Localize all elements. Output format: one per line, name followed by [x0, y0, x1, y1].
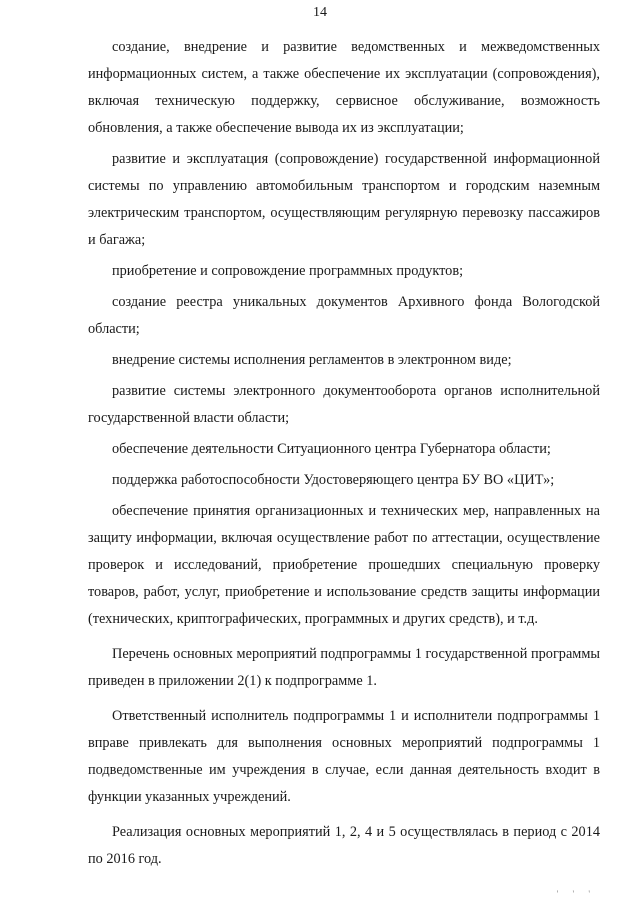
paragraph: поддержка работоспособности Удостоверяющего центра БУ ВО «ЦИТ»; [112, 472, 555, 488]
paragraph: обеспечение принятия организационных и технических мер, направленных на защиту информации, включая осуществление работ по аттестации, осуществление проверок и исследований, приобретение прошедших специальную проверку товаров, работ, услуг, приобретение и использование средств защиты информации (технических, криптографических, программных и других средств), и т.д. [88, 503, 600, 627]
paragraph: Реализация основных мероприятий 1, 2, 4 и 5 осуществлялась в период с 2014 по 2016 год. [88, 824, 600, 867]
document-body [88, 34, 600, 877]
paragraph: Перечень основных мероприятий подпрограммы 1 государственной программы приведен в приложении 2(1) к подпрограмме 1. [88, 646, 600, 689]
paragraph: приобретение и сопровождение программных продуктов; [112, 263, 464, 279]
paragraph: обеспечение деятельности Ситуационного центра Губернатора области; [112, 441, 551, 457]
paragraph: Ответственный исполнитель подпрограммы 1 и исполнители подпрограммы 1 вправе привлекать для выполнения основных мероприятий подпрограммы 1 подведомственные им учреждения в случае, если данная деятельность входит в функции указанных учреждений. [88, 708, 600, 805]
paragraph: развитие системы электронного документооборота органов исполнительной государственной власти области; [88, 383, 600, 426]
paragraph: создание реестра уникальных документов Архивного фонда Вологодской области; [88, 294, 600, 337]
paragraph: внедрение системы исполнения регламентов в электронном виде; [112, 352, 512, 368]
paragraph: создание, внедрение и развитие ведомственных и межведомственных информационных систем, а также обеспечение их эксплуатации (сопровождения), включая техническую поддержку, сервисное обслуживание, возможность обновления, а также обеспечение вывода их из эксплуатации; [88, 39, 600, 136]
paragraph: развитие и эксплуатация (сопровождение) государственной информационной системы по управлению автомобильным транспортом и городским наземным электрическим транспортом, осуществляющим регулярную перевозку пассажиров и багажа; [88, 151, 600, 248]
page-number: 14 [313, 5, 327, 20]
footer-marks: ' ' ' [556, 889, 596, 899]
